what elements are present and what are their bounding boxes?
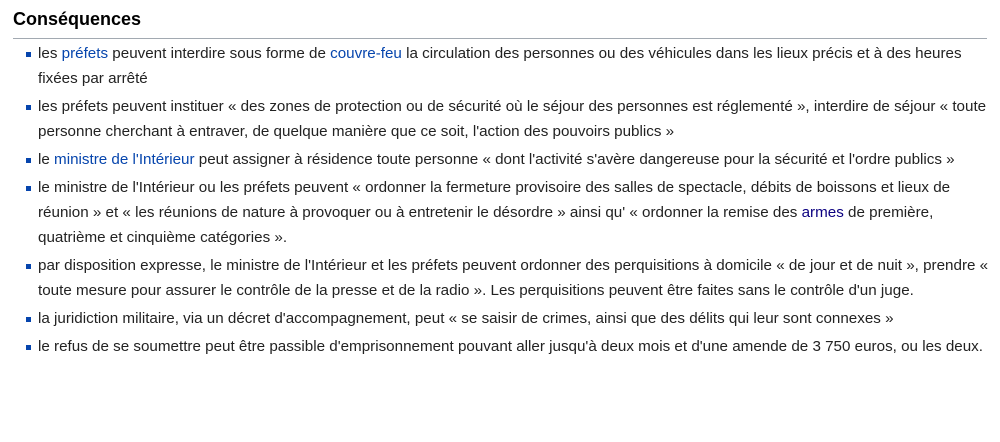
item-text: par disposition expresse, le ministre de l'Intérieur et les préfets peuvent ordonner des perquisitions à domicile « de jour et de nuit », prendre « toute mesure pour assurer le contrôle de la presse et de la radio ». Les perquisitions peuvent être faites sans le contrôle d'un juge.: [38, 257, 989, 299]
section-heading: Conséquences: [13, 6, 987, 39]
list-item: [0, 147, 990, 172]
consequences-list: [0, 41, 990, 362]
item-text: peut assigner à résidence toute personne « dont l'activité s'avère dangereuse pour la sécurité et l'ordre publics »: [194, 151, 955, 168]
prefets-link[interactable]: préfets: [61, 45, 109, 62]
list-item: [0, 175, 990, 250]
item-text: peuvent interdire sous forme de: [108, 45, 331, 62]
item-text: le refus de se soumettre peut être passible d'emprisonnement pouvant aller jusqu'à deux mois et d'une amende de 3 750 euros, ou les deux.: [38, 338, 983, 355]
list-item: [0, 253, 990, 303]
item-text: la juridiction militaire, via un décret d'accompagnement, peut « se saisir de crimes, ainsi que des délits qui leur sont connexes »: [38, 310, 894, 327]
list-item: [0, 41, 990, 91]
item-text: le ministre de l'Intérieur ou les préfets peuvent « ordonner la fermeture provisoire des salles de spectacle, débits de boissons et lieux de réunion » et « les réunions de nature à provoquer ou à entretenir le désordre » ainsi qu' « ordonner la remise des: [38, 179, 951, 221]
item-text: la circulation des personnes ou des véhicules dans les lieux précis et à des heures fixées par arrêté: [38, 45, 962, 87]
item-text: les préfets peuvent instituer « des zones de protection ou de sécurité où le séjour des personnes est réglementé », interdire de séjour « toute personne cherchant à entraver, de quelque manière que ce soit, l'action des pouvoirs publics »: [38, 98, 987, 140]
list-item: [0, 94, 990, 144]
couvre-feu-link[interactable]: couvre-feu: [330, 45, 402, 62]
list-item: [0, 306, 990, 331]
ministre-interieur-link[interactable]: ministre de l'Intérieur: [54, 151, 195, 168]
armes-link[interactable]: armes: [801, 204, 844, 221]
item-text: de première, quatrième et cinquième catégories ».: [38, 204, 934, 246]
list-item: [0, 334, 990, 359]
item-text: le: [38, 151, 55, 168]
item-text: les: [38, 45, 62, 62]
